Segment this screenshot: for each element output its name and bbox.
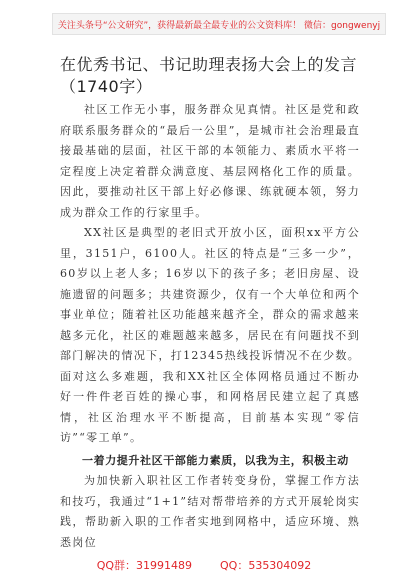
section-heading: 一着力提升社区干部能力素质，以我为主，积极主动 xyxy=(82,453,349,467)
paragraph-3: 为加快新入职社区工作者转变身份，掌握工作方法和技巧，我通过“1+1”结对帮带培养的方式开展轮岗实践，帮助新入职的工作者实地到网格中，适应环境、熟悉岗位 xyxy=(60,474,360,549)
document-title: 在优秀书记、书记助理表扬大会上的发言（1740字） xyxy=(60,55,358,96)
banner-text: 关注头条号“公文研究”，获得最新最全最专业的公文资料库！ 微信：gongwenyj xyxy=(57,20,381,31)
document-body xyxy=(60,100,360,553)
paragraph-2: XX社区是典型的老旧式开放小区，面积xx平方公里，3151户，6100人。社区的特点是“三多一少”，60岁以上老人多；16岁以下的孩子多；老旧房屋、设施遗留的问题多；共建资源少，仅有一个大单位和两个事业单位；随着社区功能越来越齐全，群众的需求越来越多元化，社区的难题越来越多，居民在有问题找不到部门解决的情况下，打12345热线投诉情况不在少数。面对这么多难题，我和XX社区全体网格员通过不断办好一件件老百姓的操心事，和网格居民建立起了真感情，社区治理水平不断提高，目前基本实现“零信访”“零工单”。 xyxy=(60,226,360,444)
paragraph-1: 社区工作无小事，服务群众见真情。社区是党和政府联系服务群众的“最后一公里”，是城市社会治理最直接最基础的层面，社区干部的本领能力、素质水平将一定程度上决定着群众满意度、基层网格化工作的质量。因此，要推动社区干部上好必修课、练就硬本领，努力成为群众工作的行家里手。 xyxy=(60,103,360,219)
top-banner xyxy=(52,13,386,35)
footer-qq: QQ：535304092 xyxy=(220,559,312,572)
footer-qq-group: QQ群：31991489 xyxy=(96,559,192,572)
footer-contact xyxy=(0,557,408,573)
